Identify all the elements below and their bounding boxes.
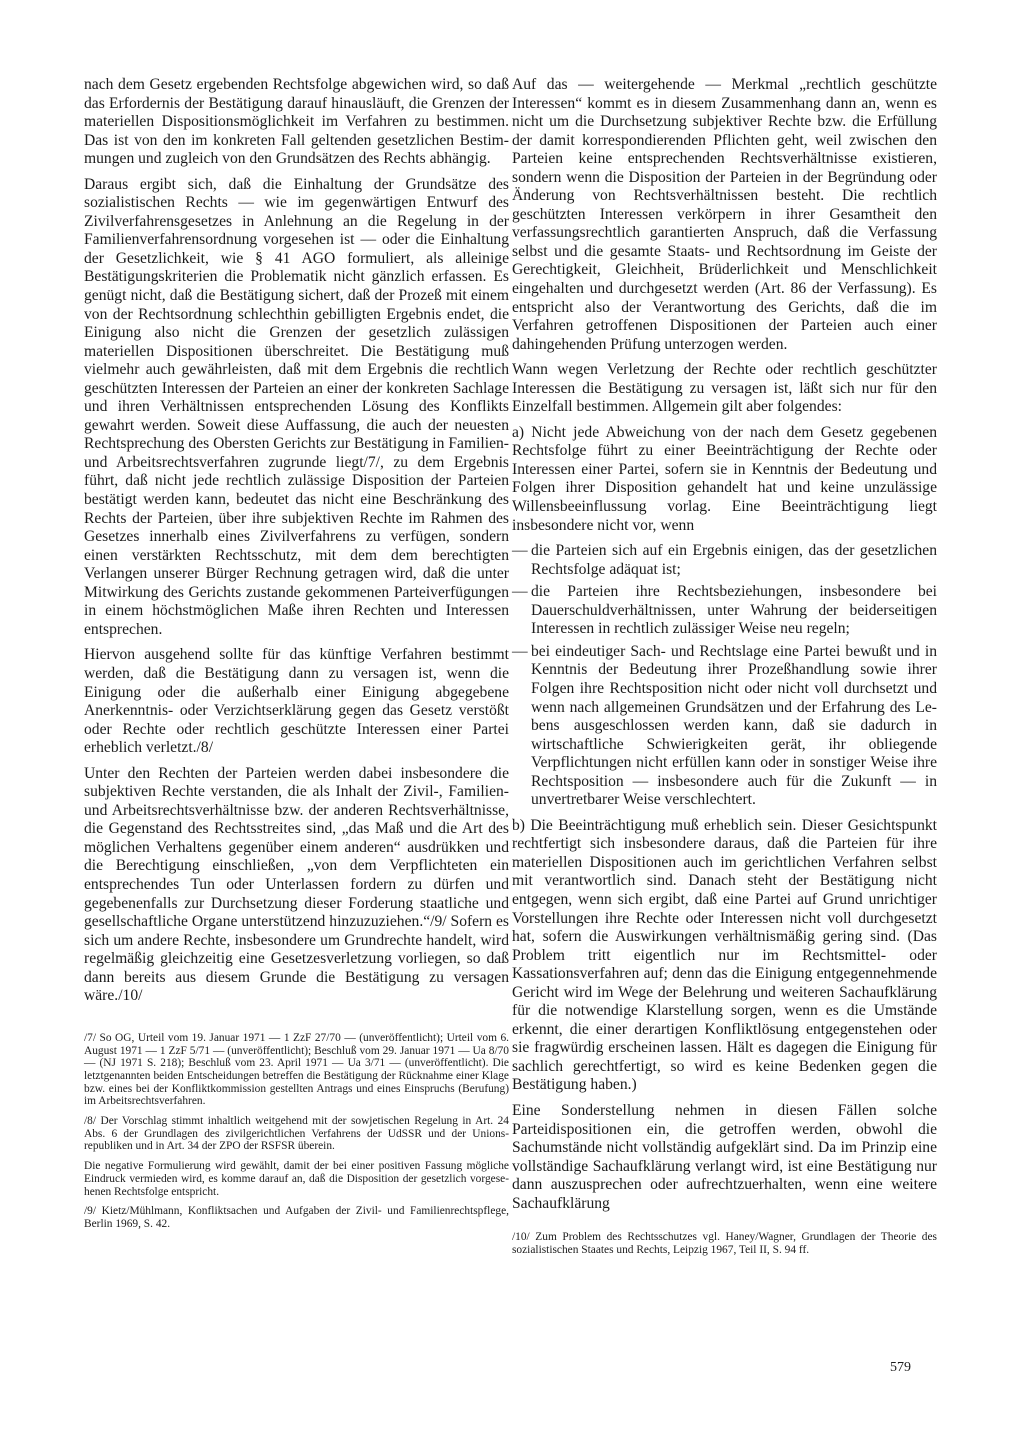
footnote: /9/ Kietz/Mühlmann, Konfliktsachen und Aufgaben der Zivil- und Familienrechtspflege, Berlin 1969, S. 42.	[84, 1205, 509, 1230]
list-item	[512, 583, 937, 639]
page-number: 579	[890, 1360, 911, 1375]
footnote: /8/ Der Vorschlag stimmt inhaltlich weitgehend mit der sowjetischen Regelung in Art. 24 Abs. 6 der Grundlagen des zivilgerichtlichen Verfahrens der UdSSR und der Unionsrepubliken und in Art. 34 der ZPO der RSFSR überein.	[84, 1115, 509, 1153]
footnote: /10/ Zum Problem des Rechtsschutzes vgl. Haney/Wagner, Grundlagen der Theorie des sozialistischen Staates und Rechts, Leipzig 1967, Teil II, S. 94 ff.	[512, 1231, 937, 1256]
list-item-text: bei eindeutiger Sach- und Rechtslage eine Partei bewußt und in Kenntnis der Bedeutung ihrer Prozeßhandlung sowie ihrer Folgen ihre Rechtsposition nicht oder nicht voll durchsetzt und wenn nach allgemeinen Grundsätzen und der Erfahrung des Lebens ausgeschlossen werden kann, daß sie dadurch in wirtschaftliche Schwierigkeiten gerät, ihr obliegende Verpflichtungen nicht erfüllen kann oder in sonstiger Weise ihre Rechtsposition — insbesondere auch für die Zukunft — in unvertretbarer Weise verschlechtert.	[531, 642, 937, 809]
body-paragraph: Hiervon ausgehend sollte für das künftige Verfahren bestimmt werden, daß die Bestätigung dann zu versagen ist, wenn die Einigung oder die außerhalb einer Einigung abgegebene Anerkenntnis- oder Verzichtserklärung gegen das Gesetz verstößt oder Rechte oder rechtlich geschützte Interessen einer Partei erheblich verletzt./8/	[84, 646, 509, 757]
footnotes	[84, 1032, 509, 1231]
left-column	[84, 76, 509, 1238]
body-paragraph: nach dem Gesetz ergebenden Rechtsfolge abgewichen wird, so daß das Erfordernis der Bestätigung darauf hinausläuft, die Grenzen der materiellen Dispositionsmöglichkeit im Verfahren zu bestimmen. Das ist von den im konkreten Fall geltenden gesetzlichen Bestimmungen und zugleich von den Grundsätzen des Rechts abhängig.	[84, 76, 509, 168]
body-paragraph: Unter den Rechten der Parteien werden dabei insbesondere die subjektiven Rechte verstanden, die als Inhalt der Zivil-, Familien- und Arbeitsrechtsverhältnisse bzw. der anderen Rechtsverhältnisse, die Gegenstand des Rechtsstreites sind, „das Maß und die Art des möglichen Verhaltens gegenüber einem anderen“ ausdrükken und die Berechtigung einschließen, „von dem Verpflichteten ein entsprechendes Tun oder Unterlassen fordern zu dürfen und gegebenenfalls zur Durchsetzung dieser Forderung staatliche und gesellschaftliche Organe unterstützend hinzuzuziehen.“/9/ Sofern es sich um andere Rechte, insbesondere um Grundrechte handelt, wird regelmäßig gleichzeitig eine Gesetzesverletzung vorliegen, so daß dann bereits aus diesem Grunde die Bestätigung zu versagen wäre./10/	[84, 764, 509, 1005]
body-paragraph: Eine Sonderstellung nehmen in diesen Fällen solche Parteidispositionen ein, die getroffen werden, obwohl die Sachumstände nicht vollständig aufgeklärt sind. Da im Prinzip eine vollständige Sachaufklärung verlangt wird, ist eine Bestätigung nur dann auszusprechen oder aufrechtzuerhalten, wenn eine weitere Sachaufklärung	[512, 1101, 937, 1212]
dash-list	[512, 542, 937, 810]
footnote: Die negative Formulierung wird gewählt, damit der bei einer positiven Fassung mögliche Eindruck vermieden wird, es komme darauf an, daß die Disposition der gesetzlich vorgesehenen Rechtsfolge entspricht.	[84, 1160, 509, 1198]
body-paragraph: Auf das — weitergehende — Merkmal „rechtlich geschützte Interessen“ kommt es in diesem Zusammenhang dann an, wenn es nicht um die Durchsetzung subjektiver Rechte bzw. die Erfüllung der damit korrespondierenden Pflichten geht, weil zwischen den Parteien keine entsprechenden Rechtsverhältnisse existieren, sondern wenn die Disposition der Parteien in der Begründung oder Änderung von Rechtsverhältnissen besteht. Die rechtlich geschützten Interessen verkörpern in ihrer Gesamtheit den verfassungsrechtlich garantierten Anspruch, daß die Verfassung selbst und die gesamte Staats- und Rechtsordnung im Geiste der Gerechtigkeit, Gleichheit, Brüderlichkeit und Menschlichkeit eingehalten und durchgesetzt werden (Art. 86 der Verfassung). Es entspricht also der Verantwortung des Gerichts, daß die im Verfahren getroffenen Dispositionen der Parteien auch einer dahingehenden Prüfung unterzogen werden.	[512, 76, 937, 353]
list-item	[512, 542, 937, 579]
body-paragraph: Daraus ergibt sich, daß die Einhaltung der Grundsätze des sozialistischen Rechts — wie im gegenwärtigen Entwurf des Zivilverfahrensgesetzes in Anlehnung an die Regelung in der Familienverfahrensordnung vorgesehen ist — oder die Einhaltung der Gesetzlichkeit, wie § 41 AGO formuliert, als alleinige Bestätigungskriterien die Problematik nicht gänzlich erfassen. Es genügt nicht, daß die Bestätigung sichert, daß der Prozeß mit einem von der Rechtsordnung schlechthin gebilligten Ergebnis endet, die Einigung also nicht die Grenzen der gesetzlich zulässigen materiellen Dispositionen überschreitet. Die Bestätigung muß vielmehr auch gewährleisten, daß mit dem Ergebnis die rechtlich geschützten Interessen der Parteien an einer der konkreten Sachlage und ihren Verhältnissen entsprechenden Lösung des Konflikts gewahrt werden. Soweit diese Auffassung, die auch der neuesten Rechtsprechung des Obersten Gerichts zur Bestätigung in Familien- und Arbeitsrechtsverfahren zugrunde liegt/7/, zu dem Ergebnis führt, daß nicht jede rechtlich zulässige Disposition der Parteien bestätigt werden kann, bedeutet das nicht eine Beschränkung des Rechts der Parteien, über ihre subjektiven Rechte im Rahmen des Gesetzes innerhalb eines Zivilverfahrens zu verfügen, sondern einen verstärkten Rechtsschutz, mit dem dem berechtigten Verlangen unserer Bürger Rechnung getragen wird, daß die unter Mitwirkung des Gerichts zustande gekommenen Parteiverfügungen in einem höchstmöglichen Maße ihren Rechten und Interessen entsprechen.	[84, 175, 509, 638]
dash-bullet: —	[512, 642, 528, 660]
footnotes	[512, 1231, 937, 1256]
list-item-text: die Parteien sich auf ein Ergebnis einigen, das der gesetzlichen Rechtsfolge adäquat ist;	[531, 542, 937, 578]
body-paragraph: Wann wegen Verletzung der Rechte oder rechtlich geschützter Interessen die Bestätigung zu versagen ist, läßt sich nur für den Einzelfall bestimmen. Allgemein gilt aber folgendes:	[512, 361, 937, 416]
dash-bullet: —	[512, 583, 528, 601]
right-column	[512, 76, 937, 1264]
body-paragraph: a) Nicht jede Abweichung von der nach dem Gesetz gegebenen Rechtsfolge führt zu einer Beeinträchtigung der Rechte oder Interessen einer Partei, sofern sie in Kenntnis der Bedeutung und Folgen ihrer Disposition gehandelt hat und keine unzulässige Willensbeeinflussung vorlag. Eine Beeinträchtigung liegt insbesondere nicht vor, wenn	[512, 423, 937, 534]
list-item-text: die Parteien ihre Rechtsbeziehungen, insbesondere bei Dauerschuldverhältnissen, unter Wahrung der beiderseitigen Interessen in rechtlich zulässiger Weise neu regeln;	[531, 583, 937, 638]
body-paragraph: b) Die Beeinträchtigung muß erheblich sein. Dieser Gesichtspunkt rechtfertigt sich insbesondere daraus, daß die Parteien für ihre materiellen Dispositionen auch im gerichtlichen Verfahren selbst mit verantwortlich sind. Danach steht der Bestätigung nicht entgegen, wenn sich ergibt, daß eine Partei auf Grund unrichtiger Vorstellungen ihre Rechte oder Interessen nicht voll durchgesetzt hat, sofern die Auswirkungen verhältnismäßig gering sind. (Das Problem tritt eigentlich nur im Rechtsmittel- oder Kassationsverfahren auf; denn das die Einigung entgegennehmende Gericht wird im Wege der Belehrung und weiteren Sachaufklärung für die notwendige Klarstellung sorgen, wenn es die Umstände erkennt, die einer derartigen Konfliktlösung entgegenstehen oder sie fragwürdig erscheinen lassen. Hält es dagegen die Einigung für sachlich gerechtfertigt, so wird es keine Bedenken gegen die Bestätigung haben.)	[512, 816, 937, 1094]
footnote: /7/ So OG, Urteil vom 19. Januar 1971 — 1 ZzF 27/70 — (unveröffentlicht); Urteil vom 6. August 1971 — 1 ZzF 5/71 — (unveröffentlicht); Beschluß vom 29. Januar 1971 — Ua 8/70 — (NJ 1971 S. 218); Beschluß vom 23. April 1971 — Ua 3/71 — (unveröffentlicht). Die letztgenannten beiden Entscheidungen betreffen die Bestätigung der Rücknahme einer Klage bzw. eines bei der Konfliktkommission gestellten Antrags und eines Einspruchs (Berufung) im Arbeitsrechtsverfahren.	[84, 1031, 509, 1108]
list-item	[512, 643, 937, 810]
dash-bullet: —	[512, 542, 528, 560]
